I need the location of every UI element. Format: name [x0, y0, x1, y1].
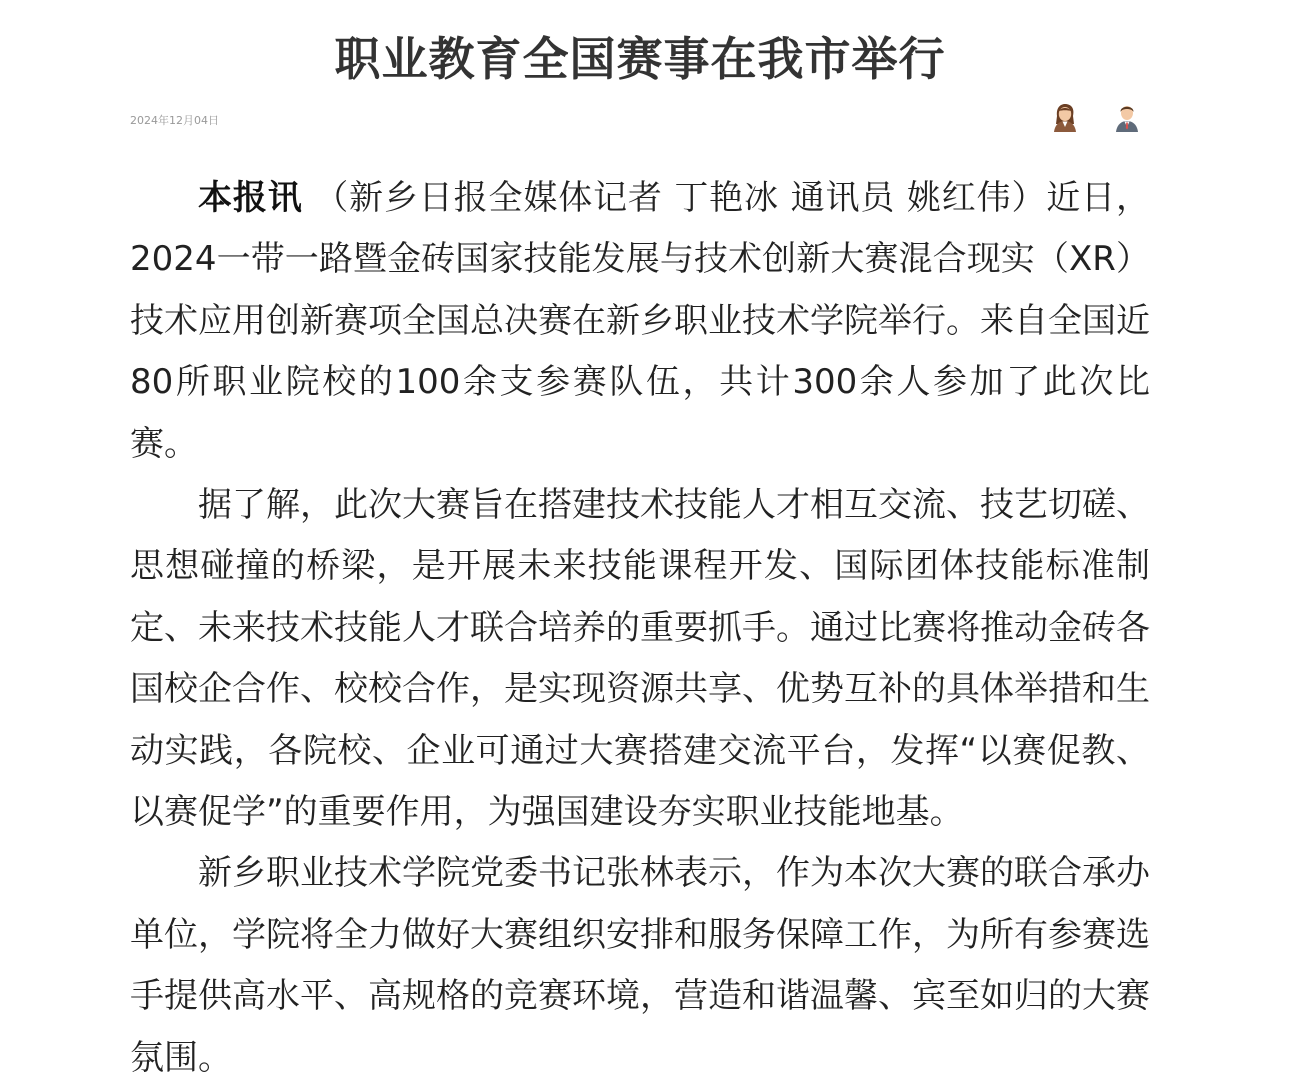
female-reader-icon[interactable] [1052, 102, 1078, 132]
publish-date: 2024年12月04日 [130, 114, 219, 127]
article [130, 0, 1150, 1089]
article-meta [130, 102, 1150, 146]
article-body [130, 168, 1150, 1089]
article-paragraph-2: 据了解，此次大赛旨在搭建技术技能人才相互交流、技艺切磋、思想碰撞的桥梁，是开展未来技能课程开发、国际团体技能标准制定、未来技术技能人才联合培养的重要抓手。通过比赛将推动金砖各国校企合作、校校合作，是实现资源共享、优势互补的具体举措和生动实践，各院校、企业可通过大赛搭建交流平台，发挥“以赛促教、以赛促学”的重要作用，为强国建设夯实职业技能地基。 [130, 485, 1150, 833]
article-paragraph-3: 新乡职业技术学院党委书记张林表示，作为本次大赛的联合承办单位，学院将全力做好大赛组织安排和服务保障工作，为所有参赛选手提供高水平、高规格的竞赛环境，营造和谐温馨、宾至如归的大赛氛围。 [130, 853, 1150, 1078]
dateline-lead: 本报讯 [198, 178, 303, 218]
article-paragraph-1 [130, 168, 1150, 475]
male-reader-icon[interactable] [1114, 102, 1140, 132]
paragraph-text: （新乡日报全媒体记者 丁艳冰 通讯员 姚红伟）近日，2024一带一路暨金砖国家技能发展与技术创新大赛混合现实（XR）技术应用创新赛项全国总决赛在新乡职业技术学院举行。来自全国近80所职业院校的100余支参赛队伍，共计300余人参加了此次比赛。 [130, 178, 1151, 464]
article-title: 职业教育全国赛事在我市举行 [334, 32, 946, 86]
